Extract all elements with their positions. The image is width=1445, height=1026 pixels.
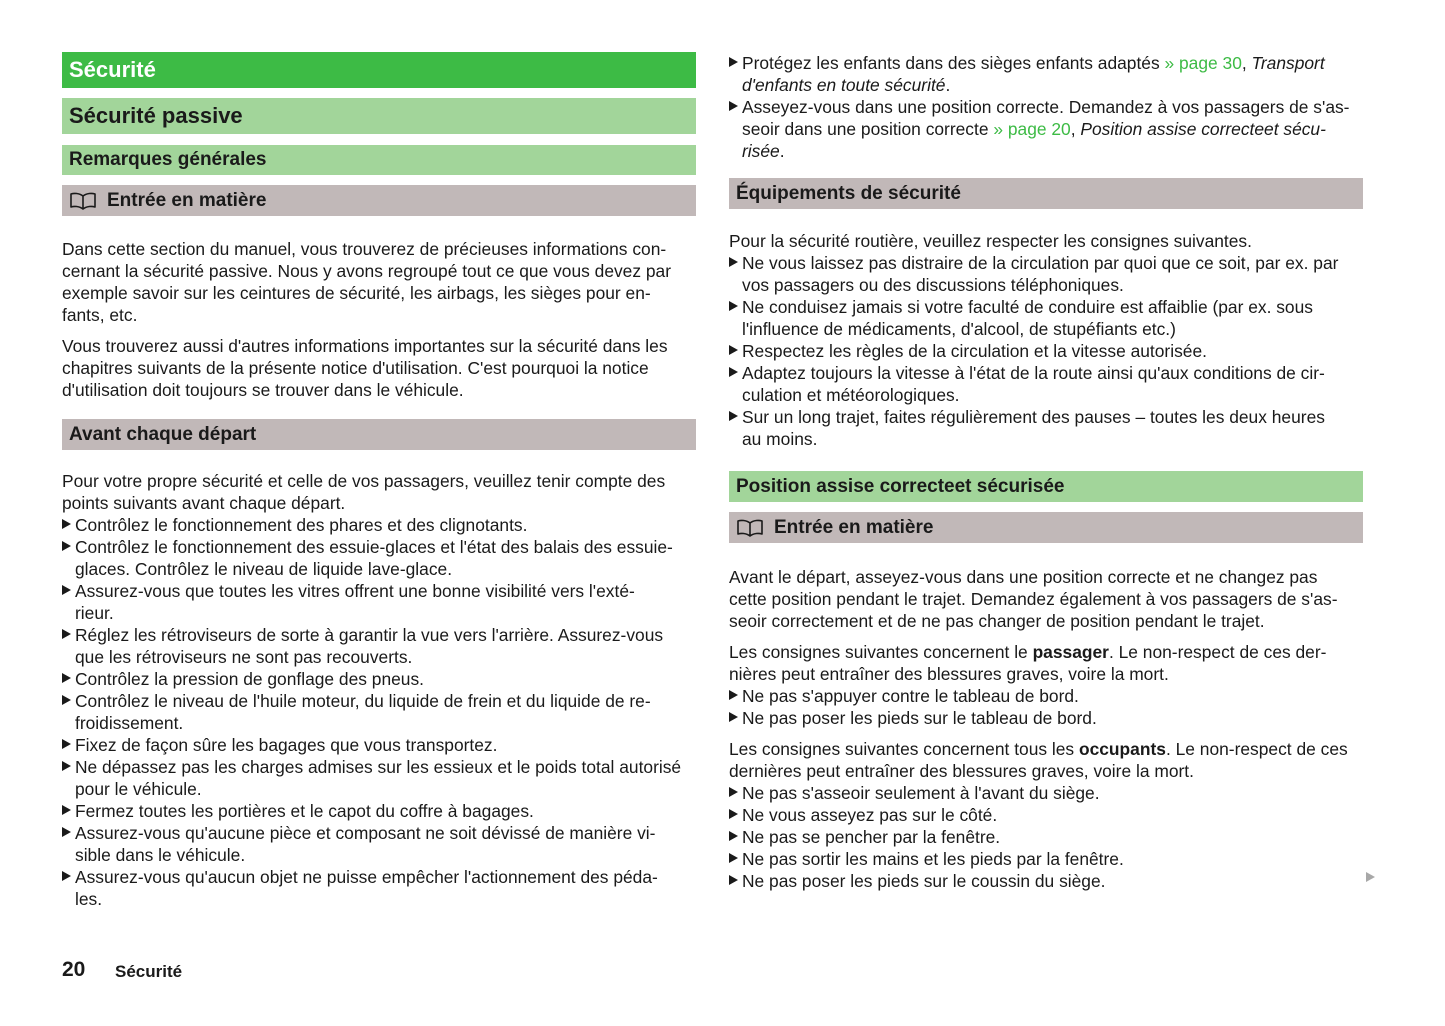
book-icon bbox=[736, 519, 764, 537]
intro-paragraph-2: Vous trouverez aussi d'autres informations importantes sur la sécurité dans les chapitres suivants de la présente notice d'utilisation. C'est pourquoi la notice d'utilisation doit toujours se trouver dans le véhicule. bbox=[62, 336, 668, 400]
list-item: Assurez-vous qu'aucune pièce et composant ne soit dévissé de manière vi- sible dans le véhicule. bbox=[62, 822, 696, 866]
list-item: Assurez-vous qu'aucun objet ne puisse empêcher l'actionnement des péda- les. bbox=[62, 866, 696, 910]
page-20-link[interactable]: » page 20 bbox=[993, 119, 1071, 139]
continue-arrow-icon bbox=[1366, 872, 1375, 882]
list-item: Ne pas sortir les mains et les pieds par la fenêtre. bbox=[729, 848, 1363, 870]
heading-position-assise: Position assise correcteet sécurisée bbox=[729, 471, 1363, 502]
list-item-asseyez: Asseyez-vous dans une position correcte. Demandez à vos passagers de s'as- seoir dans une position correcte » page 20, Position assise correcteet sécu- risée. bbox=[729, 96, 1363, 162]
heading-remarques-generales: Remarques générales bbox=[62, 145, 696, 175]
list-item: Ne vous asseyez pas sur le côté. bbox=[729, 804, 1363, 826]
list-item: Sur un long trajet, faites régulièrement des pauses – toutes les deux heures au moins. bbox=[729, 406, 1363, 450]
list-item: Ne vous laissez pas distraire de la circulation par quoi que ce soit, par ex. par vos passagers ou des discussions téléphoniques. bbox=[729, 252, 1363, 296]
position-paragraph-2: Les consignes suivantes concernent le passager. Le non-respect de ces der- nières peut entraîner des blessures graves, voire la mort. bbox=[729, 642, 1327, 684]
heading-equipements-de-securite: Équipements de sécurité bbox=[729, 178, 1363, 209]
list-item: Fermez toutes les portières et le capot du coffre à bagages. bbox=[62, 800, 696, 822]
list-item: Contrôlez la pression de gonflage des pneus. bbox=[62, 668, 696, 690]
heading-securite: Sécurité bbox=[62, 52, 696, 88]
heading-entree-en-matiere-2: Entrée en matière bbox=[729, 512, 1363, 543]
list-item: Ne dépassez pas les charges admises sur les essieux et le poids total autorisé pour le véhicule. bbox=[62, 756, 696, 800]
heading-avant-chaque-depart: Avant chaque départ bbox=[62, 419, 696, 450]
list-item: Ne pas poser les pieds sur le tableau de bord. bbox=[729, 707, 1363, 729]
page-30-link[interactable]: » page 30 bbox=[1164, 53, 1242, 73]
position-paragraph-3: Les consignes suivantes concernent tous les occupants. Le non-respect de ces dernières peut entraîner des blessures graves, voire la mort. bbox=[729, 739, 1348, 781]
list-item: Respectez les règles de la circulation et la vitesse autorisée. bbox=[729, 340, 1363, 362]
list-item: Contrôlez le fonctionnement des phares et des clignotants. bbox=[62, 514, 696, 536]
list-item: Ne pas se pencher par la fenêtre. bbox=[729, 826, 1363, 848]
list-item: Assurez-vous que toutes les vitres offrent une bonne visibilité vers l'exté- rieur. bbox=[62, 580, 696, 624]
list-item-protegez: Protégez les enfants dans des sièges enfants adaptés » page 30, Transport d'enfants en toute sécurité. bbox=[729, 52, 1363, 96]
list-item: Ne pas poser les pieds sur le coussin du siège. bbox=[729, 870, 1363, 892]
avant-paragraph: Pour votre propre sécurité et celle de vos passagers, veuillez tenir compte des points suivants avant chaque départ. bbox=[62, 471, 666, 513]
list-item: Adaptez toujours la vitesse à l'état de la route ainsi qu'aux conditions de cir- culation et météorologiques. bbox=[729, 362, 1363, 406]
list-item: Ne pas s'asseoir seulement à l'avant du siège. bbox=[729, 782, 1363, 804]
list-item: Contrôlez le niveau de l'huile moteur, du liquide de frein et du liquide de re- froidissement. bbox=[62, 690, 696, 734]
heading-entree-en-matiere: Entrée en matière bbox=[62, 185, 696, 216]
position-paragraph-1: Avant le départ, asseyez-vous dans une position correcte et ne changez pas cette position pendant le trajet. Demandez également à vos passagers de s'as- seoir correctement et de ne pas changer de position pendant le trajet. bbox=[729, 567, 1338, 631]
list-item: Ne pas s'appuyer contre le tableau de bord. bbox=[729, 685, 1363, 707]
book-icon bbox=[69, 192, 97, 210]
list-item: Ne conduisez jamais si votre faculté de conduire est affaiblie (par ex. sous l'influence de médicaments, d'alcool, de stupéfiants etc.) bbox=[729, 296, 1363, 340]
page-number: 20 bbox=[62, 958, 86, 981]
list-item: Fixez de façon sûre les bagages que vous transportez. bbox=[62, 734, 696, 756]
footer-section-title: Sécurité bbox=[115, 962, 183, 981]
heading-securite-passive: Sécurité passive bbox=[62, 98, 696, 134]
equipements-paragraph: Pour la sécurité routière, veuillez respecter les consignes suivantes. bbox=[729, 231, 1252, 251]
list-item: Contrôlez le fonctionnement des essuie-glaces et l'état des balais des essuie- glaces. Contrôlez le niveau de liquide lave-glace. bbox=[62, 536, 696, 580]
list-item: Réglez les rétroviseurs de sorte à garantir la vue vers l'arrière. Assurez-vous que les rétroviseurs ne sont pas recouverts. bbox=[62, 624, 696, 668]
intro-paragraph-1: Dans cette section du manuel, vous trouverez de précieuses informations con- cernant la sécurité passive. Nous y avons regroupé tout ce que vous devez par exemple savoir sur les ceintures de sécurité, les airbags, les sièges pour en- fants, etc. bbox=[62, 239, 672, 325]
